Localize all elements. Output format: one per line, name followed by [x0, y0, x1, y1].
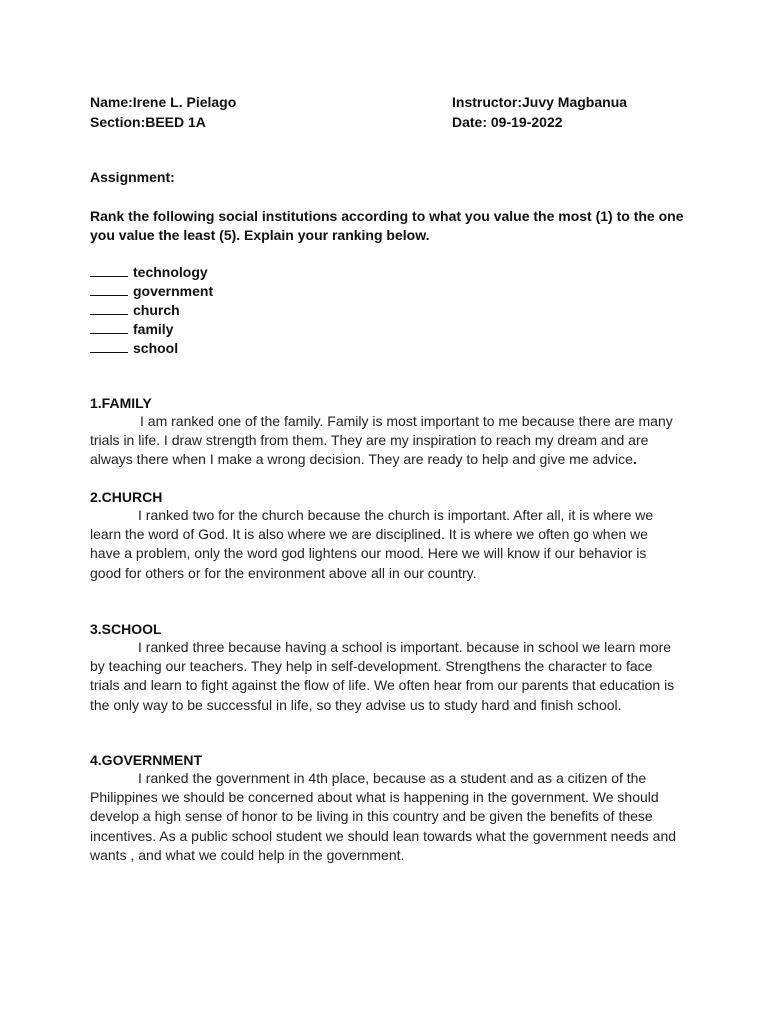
section-body [90, 638, 680, 715]
rank-blank [90, 338, 128, 353]
rank-item [90, 319, 173, 338]
rank-item [90, 281, 213, 300]
rank-item [90, 300, 180, 319]
section-body-end: . [632, 451, 637, 468]
section-label: Section:BEED 1A [90, 114, 206, 130]
rank-item [90, 338, 178, 357]
section-body-text: I ranked three because having a school is important. because in school we learn more by teaching our teachers. They help in self-development. Strengthens the character to face trials and learn to fight against the flow of life. We often hear from our parents that education is the only way to be successful in life, so they advise us to study hard and finish school. [90, 639, 675, 713]
instructor-name: Instructor:Juvy Magbanua [452, 94, 628, 110]
rank-blank [90, 300, 128, 315]
rank-blank [90, 281, 128, 296]
section-heading: 4.GOVERNMENT [90, 752, 203, 768]
section-body-text: I am ranked one of the family. Family is most important to me because there are many trials in life. I draw strength from them. They are my inspiration to reach my dream and are always there when I make a wrong decision. They are ready to help and give me advice [90, 413, 673, 468]
rank-item-label: government [133, 283, 214, 299]
section-body-text: I ranked two for the church because the church is important. After all, it is where we learn the word of God. It is also where we are disciplined. It is where we often go when we have a problem, only the word god lightens our mood. Here we will know if our behavior is good for others or for the environment above all in our country. [90, 507, 654, 581]
rank-blank [90, 262, 128, 277]
assignment-label: Assignment: [90, 169, 175, 185]
section-heading: 1.FAMILY [90, 395, 152, 411]
section-body-text: I ranked the government in 4th place, because as a student and as a citizen of the Philippines we should be concerned about what is happening in the government. We should develop a high sense of honor to be living in this country and be given the benefits of these incentives. As a public school student we should lean towards what the government needs and wants , and what we could help in the government. [90, 770, 677, 863]
rank-item-label: church [133, 302, 180, 318]
rank-item [90, 262, 208, 281]
rank-blank [90, 319, 128, 334]
date-label: Date: 09-19-2022 [452, 114, 563, 130]
section-body [90, 769, 680, 865]
rank-item-label: school [133, 340, 179, 356]
assignment-prompt-line1: Rank the following social institutions according to what you value the most (1) to the one [90, 208, 684, 224]
section-heading: 3.SCHOOL [90, 621, 162, 637]
section-body [90, 506, 680, 583]
student-name: Name:Irene L. Pielago [90, 94, 237, 110]
section-body [90, 412, 680, 470]
section-heading: 2.CHURCH [90, 489, 163, 505]
rank-item-label: technology [133, 264, 208, 280]
rank-item-label: family [133, 321, 174, 337]
assignment-prompt-line2: you value the least (5). Explain your ranking below. [90, 227, 430, 243]
